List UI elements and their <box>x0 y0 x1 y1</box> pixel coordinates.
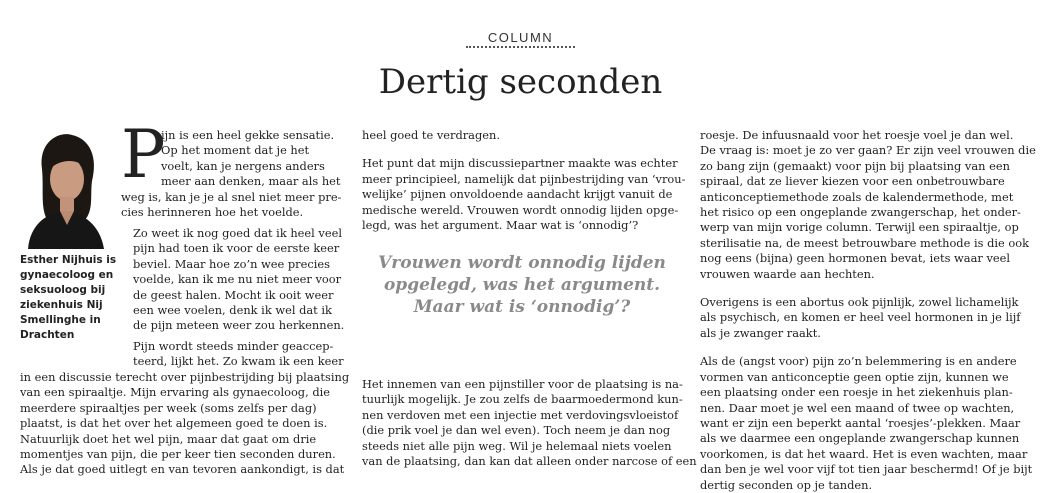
text-line: nen verdoven met een injectie met verdovingsvloeistof <box>362 407 679 422</box>
author-photo <box>20 129 110 249</box>
drop-cap: P <box>121 116 166 193</box>
text-line: steeds niet alle pijn weg. Wil je helemaal niets voelen <box>362 438 672 453</box>
text-line: ijn is een heel gekke sensatie. <box>161 128 335 142</box>
text-line: Als de (angst voor) pijn zo’n belemmering is en andere <box>700 354 1017 369</box>
text-line: Pijn wordt steeds minder geaccep- <box>133 339 334 353</box>
text-line: Overigens is een abortus ook pijnlijk, zowel lichamelijk <box>700 295 1019 310</box>
text-line: Zo weet ik nog goed dat ik heel veel <box>133 226 342 240</box>
section-label: COLUMN <box>487 30 554 45</box>
text-line: nog eens (bijna) geen hormonen bevat, iets waar veel <box>700 251 1011 266</box>
caption-line: seksuoloog bij <box>20 284 106 296</box>
text-line: heel goed te verdragen. <box>362 128 500 142</box>
text-line: medische wereld. Vrouwen wordt onnodig lijden opge- <box>362 202 679 217</box>
text-line: een plaatsing onder een roesje in het ziekenhuis plan- <box>700 385 1013 400</box>
text-line: spiraal, dat ze liever kiezen voor een onbetrouwbare <box>700 174 1005 189</box>
caption-line: Drachten <box>20 329 75 341</box>
text-line: de pijn meteen weer zou herkennen. <box>133 318 345 333</box>
text-line: vormen van anticonceptie geen optie zijn, kunnen we <box>700 369 1009 384</box>
text-line: sterilisatie na, de meest betrouwbare methode is die ook <box>700 235 1029 250</box>
column-3 <box>700 128 1036 493</box>
text-line: de geest halen. Mocht ik ooit weer <box>133 287 334 302</box>
text-line: van de plaatsing, dan kan dat alleen onder narcose of een <box>362 454 697 469</box>
text-line: zo bang zijn (gemaakt) voor pijn bij plaatsing van een <box>700 158 1010 173</box>
text-line: cies herinneren hoe het voelde. <box>121 205 304 219</box>
pull-quote-line: opgelegd, was het argument. <box>383 275 661 295</box>
column-1-paragraph-3-wide <box>20 370 349 478</box>
text-line: dertig seconden op je tanden. <box>700 477 873 492</box>
text-line: als psychisch, en komen er heel veel hormonen in je lijf <box>700 310 1021 325</box>
text-line: dan ben je wel voor vijf tot tien jaar beschermd! Of je bijt <box>700 462 1033 477</box>
text-line: momentjes van pijn, die per keer tien seconden duren. <box>20 447 336 462</box>
text-line: meer aan denken, maar als het <box>161 174 341 189</box>
text-line: werp van mijn vorige column. Terwijl een spiraaltje, op <box>700 220 1019 235</box>
text-line: want er zijn een beperkt aantal ‘roesjes’-plekken. Maar <box>700 415 1021 430</box>
text-line: teerd, lijkt het. Zo kwam ik een keer <box>133 354 344 369</box>
text-line: welijke’ pijnen onvoldoende aandacht krijgt vanuit de <box>362 187 673 202</box>
text-line: in een discussie terecht over pijnbestrijding bij plaatsing <box>20 370 350 384</box>
dotted-divider <box>466 46 575 48</box>
text-line: van een spiraaltje. Mijn ervaring als gynaecoloog, die <box>20 385 331 400</box>
text-line: Het innemen van een pijnstiller voor de plaatsing is na- <box>362 377 683 391</box>
caption-line: ziekenhuis Nij <box>20 299 103 311</box>
text-line: anticonceptiemethode zoals de kalendermethode, met <box>700 189 1014 204</box>
caption-line: Smellinghe in <box>20 314 101 326</box>
pull-quote-line: Maar wat is ‘onnodig’? <box>413 297 631 317</box>
text-line: pijn had toen ik voor de eerste keer <box>133 241 340 256</box>
text-line: meerdere spiraaltjes per week (soms zelfs per dag) <box>20 400 317 415</box>
text-line: (die prik voel je dan wel even). Toch neem je dan nog <box>362 423 671 438</box>
text-line: roesje. De infuusnaald voor het roesje voel je dan wel. <box>700 128 1014 142</box>
text-line: nen. Daar moet je wel een maand of twee op wachten, <box>700 400 1015 415</box>
text-line: Het punt dat mijn discussiepartner maakte was echter <box>362 156 678 171</box>
text-line: het risico op een ongeplande zwangerschap, het onder- <box>700 205 1021 220</box>
text-line: plaatst, is dat het over het algemeen goed te doen is. <box>20 416 328 431</box>
text-line: beviel. Maar hoe zo’n wee precies <box>133 256 330 271</box>
column-1-paragraph-3 <box>133 339 344 370</box>
caption-line: gynaecoloog en <box>20 269 114 281</box>
text-line: als je zwanger raakt. <box>700 325 821 340</box>
column-1-intro <box>161 128 340 190</box>
text-line: legd, was het argument. Maar wat is ‘onnodig’? <box>362 218 639 233</box>
column-2-top <box>362 128 685 233</box>
text-line: weg is, kan je je al snel niet meer pre- <box>121 189 342 204</box>
text-line: voorkomen, is dat het waard. Het is even wachten, maar <box>700 446 1028 461</box>
pull-quote-line: Vrouwen wordt onnodig lijden <box>378 253 666 273</box>
pull-quote <box>362 252 682 318</box>
text-line: De vraag is: moet je zo ver gaan? Er zijn veel vrouwen die <box>700 143 1036 158</box>
column-2-bottom <box>362 377 697 469</box>
text-line: Als je dat goed uitlegt en van tevoren aankondigt, is dat <box>20 462 345 477</box>
text-line: vrouwen waarde aan hechten. <box>700 266 875 281</box>
text-line: voelt, kan je nergens anders <box>161 158 325 173</box>
column-1-intro-continued <box>121 190 341 221</box>
text-line: meer principieel, namelijk dat pijnbestrijding van ‘vrou- <box>362 171 686 186</box>
text-line: Op het moment dat je het <box>161 143 310 158</box>
text-line: voelde, kan ik me nu niet meer voor <box>133 272 342 287</box>
caption-line: Esther Nijhuis is <box>20 254 117 266</box>
text-line: als we daarmee een ongeplande zwangerschap kunnen <box>700 431 1020 446</box>
text-line: Natuurlijk doet het wel pijn, maar dat gaat om drie <box>20 431 317 446</box>
column-1-paragraph-2 <box>133 226 344 334</box>
article-title: Dertig seconden <box>378 62 663 102</box>
text-line: tuurlijk mogelijk. Je zou zelfs de baarmoedermond kun- <box>362 392 683 407</box>
text-line: een wee voelen, denk ik wel dat ik <box>133 303 332 318</box>
author-caption <box>20 253 120 343</box>
